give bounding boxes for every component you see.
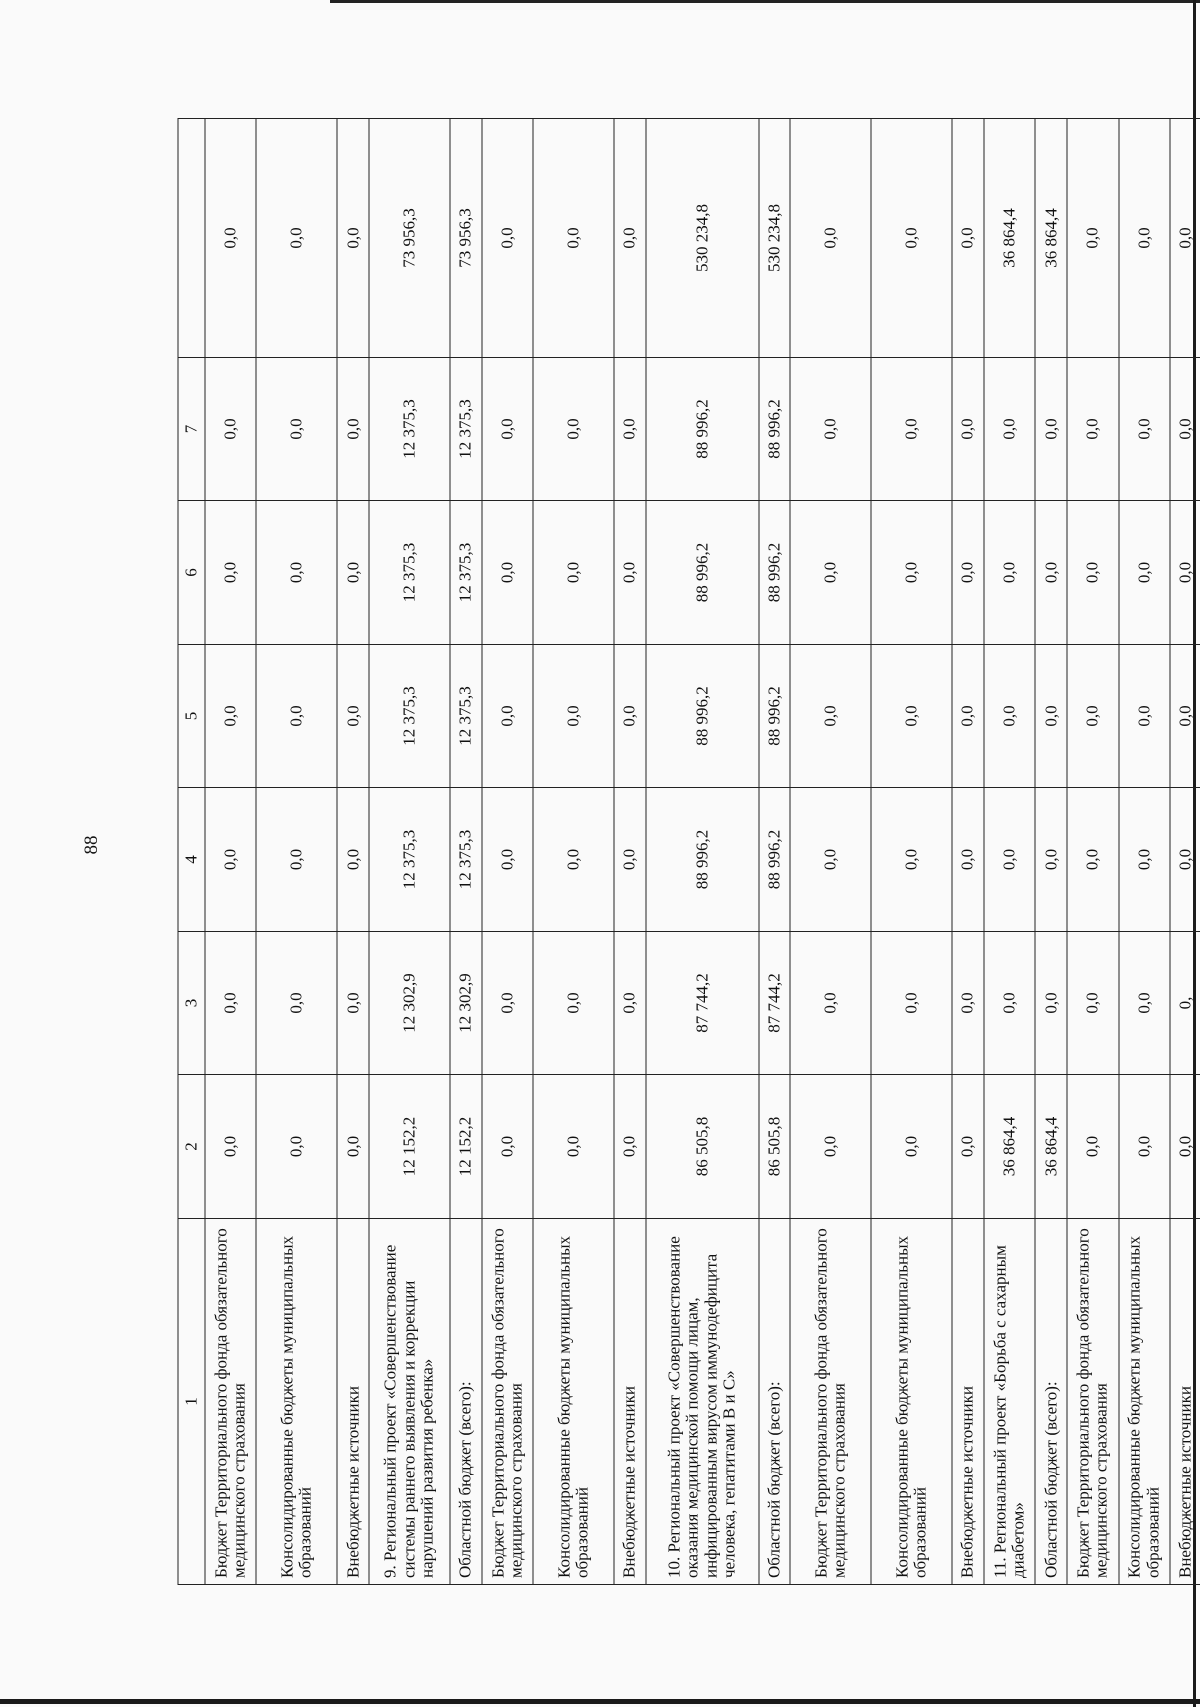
value-cell-col2: 0,0 [482, 1075, 533, 1219]
value-cell-col2: 36 864,4 [1035, 1075, 1067, 1219]
row-label: Консолидированные бюджеты муниципальных образований [533, 1219, 614, 1585]
value-cell-col2: 36 864,4 [984, 1075, 1035, 1219]
value-cell-col7: 88 996,2 [646, 358, 759, 501]
value-cell-col2: 0,0 [871, 1075, 952, 1219]
row-label: Консолидированные бюджеты муниципальных образований [1119, 1219, 1170, 1585]
table-row [1119, 119, 1170, 1585]
value-cell-col7: 0,0 [871, 358, 952, 501]
value-cell-col3: 0,0 [1035, 932, 1067, 1075]
value-cell-col4: 0,0 [1067, 788, 1118, 932]
table-row [759, 119, 791, 1585]
value-cell-col7: 0,0 [790, 358, 871, 501]
column-header-4: 4 [178, 788, 205, 932]
value-cell-col8: 0,0 [256, 119, 337, 358]
value-cell-col3: 0,0 [533, 932, 614, 1075]
value-cell-col5: 0,0 [614, 645, 646, 788]
value-cell-col3: 0,0 [256, 932, 337, 1075]
value-cell-col3: 0,0 [1067, 932, 1118, 1075]
value-cell-col6: 0,0 [1035, 501, 1067, 645]
row-label: Внебюджетные источники [1170, 1219, 1200, 1585]
value-cell-col3: 0,0 [871, 932, 952, 1075]
value-cell-col8: 530 234,8 [646, 119, 759, 358]
row-label: Консолидированные бюджеты муниципальных образований [256, 1219, 337, 1585]
value-cell-col8: 36 864,4 [984, 119, 1035, 358]
value-cell-col7: 0,0 [256, 358, 337, 501]
value-cell-col8: 0,0 [790, 119, 871, 358]
table-row [790, 119, 871, 1585]
budget-table [178, 118, 1200, 1585]
value-cell-col2: 86 505,8 [759, 1075, 791, 1219]
value-cell-col6: 0,0 [256, 501, 337, 645]
value-cell-col5: 0,0 [871, 645, 952, 788]
row-label: Областной бюджет (всего): [450, 1219, 482, 1585]
value-cell-col7: 0,0 [1067, 358, 1118, 501]
value-cell-col8: 530 234,8 [759, 119, 791, 358]
value-cell-col4: 0,0 [871, 788, 952, 932]
value-cell-col2: 86 505,8 [646, 1075, 759, 1219]
table-row [369, 119, 450, 1585]
value-cell-col8: 0,0 [482, 119, 533, 358]
column-header-5: 5 [178, 645, 205, 788]
value-cell-col5: 0,0 [1067, 645, 1118, 788]
column-header-2: 2 [178, 1075, 205, 1219]
column-header-8 [178, 119, 205, 358]
value-cell-col4: 0,0 [984, 788, 1035, 932]
value-cell-col5: 0,0 [337, 645, 369, 788]
value-cell-col6: 0,0 [1170, 501, 1200, 645]
value-cell-col6: 0,0 [871, 501, 952, 645]
row-label: 9. Региональный проект «Совершенствование системы раннего выявления и коррекции нарушений развития ребенка» [369, 1219, 450, 1585]
value-cell-col2: 0,0 [1119, 1075, 1170, 1219]
value-cell-col8: 0,0 [337, 119, 369, 358]
value-cell-col4: 0,0 [1119, 788, 1170, 932]
table-row [256, 119, 337, 1585]
table-row [614, 119, 646, 1585]
value-cell-col2: 12 152,2 [369, 1075, 450, 1219]
value-cell-col5: 0,0 [256, 645, 337, 788]
value-cell-col3: 0,0 [1119, 932, 1170, 1075]
value-cell-col5: 0,0 [533, 645, 614, 788]
value-cell-col7: 88 996,2 [759, 358, 791, 501]
table-row [205, 119, 256, 1585]
value-cell-col2: 0,0 [790, 1075, 871, 1219]
value-cell-col4: 0,0 [1170, 788, 1200, 932]
value-cell-col7: 0,0 [533, 358, 614, 501]
value-cell-col3: 12 302,9 [369, 932, 450, 1075]
table-body [205, 119, 1200, 1585]
value-cell-col6: 0,0 [614, 501, 646, 645]
value-cell-col2: 0,0 [614, 1075, 646, 1219]
value-cell-col3: 0,0 [482, 932, 533, 1075]
value-cell-col3: 87 744,2 [646, 932, 759, 1075]
value-cell-col8: 0,0 [1067, 119, 1118, 358]
value-cell-col3: 0,0 [614, 932, 646, 1075]
value-cell-col5: 88 996,2 [759, 645, 791, 788]
row-label: 11. Региональный проект «Борьба с сахарным диабетом» [984, 1219, 1035, 1585]
value-cell-col6: 12 375,3 [369, 501, 450, 645]
value-cell-col2: 12 152,2 [450, 1075, 482, 1219]
value-cell-col3: 87 744,2 [759, 932, 791, 1075]
value-cell-col8: 0,0 [1119, 119, 1170, 358]
value-cell-col4: 0,0 [790, 788, 871, 932]
value-cell-col5: 0,0 [790, 645, 871, 788]
value-cell-col5: 0,0 [1035, 645, 1067, 788]
value-cell-col2: 0,0 [952, 1075, 984, 1219]
value-cell-col7: 0,0 [482, 358, 533, 501]
column-header-6: 6 [178, 501, 205, 645]
value-cell-col8: 0,0 [614, 119, 646, 358]
value-cell-col6: 88 996,2 [759, 501, 791, 645]
value-cell-col8: 0,0 [871, 119, 952, 358]
value-cell-col3: 0,0 [952, 932, 984, 1075]
value-cell-col4: 0,0 [256, 788, 337, 932]
value-cell-col2: 0,0 [256, 1075, 337, 1219]
value-cell-col8: 73 956,3 [450, 119, 482, 358]
header-row [178, 119, 205, 1585]
table-row [1170, 119, 1200, 1585]
value-cell-col4: 0,0 [205, 788, 256, 932]
value-cell-col6: 0,0 [1119, 501, 1170, 645]
table-row [533, 119, 614, 1585]
value-cell-col5: 0,0 [205, 645, 256, 788]
value-cell-col7: 0,0 [614, 358, 646, 501]
table-row [1035, 119, 1067, 1585]
value-cell-col8: 73 956,3 [369, 119, 450, 358]
column-header-7: 7 [178, 358, 205, 501]
table-row [984, 119, 1035, 1585]
row-label: Бюджет Территориального фонда обязательного медицинского страхования [1067, 1219, 1118, 1585]
table-row [1067, 119, 1118, 1585]
row-label: Областной бюджет (всего): [759, 1219, 791, 1585]
row-label: Внебюджетные источники [952, 1219, 984, 1585]
row-label: Бюджет Территориального фонда обязательного медицинского страхования [482, 1219, 533, 1585]
page-number: 88 [81, 835, 102, 855]
table-row [646, 119, 759, 1585]
value-cell-col5: 0,0 [482, 645, 533, 788]
value-cell-col4: 88 996,2 [646, 788, 759, 932]
value-cell-col2: 0,0 [1067, 1075, 1118, 1219]
value-cell-col3: 0,0 [790, 932, 871, 1075]
value-cell-col4: 12 375,3 [369, 788, 450, 932]
value-cell-col3: 0,0 [205, 932, 256, 1075]
value-cell-col4: 12 375,3 [450, 788, 482, 932]
table-row [952, 119, 984, 1585]
value-cell-col5: 0,0 [1119, 645, 1170, 788]
value-cell-col3: 0,0 [984, 932, 1035, 1075]
value-cell-col8: 0,0 [1170, 119, 1200, 358]
value-cell-col6: 0,0 [952, 501, 984, 645]
scan-edge-bottom [0, 1699, 1200, 1704]
scan-edge-top [330, 0, 1200, 3]
column-header-1: 1 [178, 1219, 205, 1585]
row-label: Консолидированные бюджеты муниципальных образований [871, 1219, 952, 1585]
row-label: Внебюджетные источники [614, 1219, 646, 1585]
value-cell-col4: 0,0 [614, 788, 646, 932]
value-cell-col2: 0,0 [1170, 1075, 1200, 1219]
table-row [871, 119, 952, 1585]
value-cell-col5: 0,0 [1170, 645, 1200, 788]
value-cell-col6: 0,0 [337, 501, 369, 645]
value-cell-col5: 12 375,3 [369, 645, 450, 788]
row-label: Бюджет Территориального фонда обязательного медицинского страхования [790, 1219, 871, 1585]
value-cell-col2: 0,0 [533, 1075, 614, 1219]
value-cell-col4: 0,0 [482, 788, 533, 932]
value-cell-col6: 0,0 [790, 501, 871, 645]
value-cell-col8: 0,0 [533, 119, 614, 358]
value-cell-col6: 88 996,2 [646, 501, 759, 645]
rotated-table-container [178, 119, 1200, 1585]
value-cell-col6: 0,0 [205, 501, 256, 645]
value-cell-col8: 36 864,4 [1035, 119, 1067, 358]
value-cell-col7: 0,0 [205, 358, 256, 501]
value-cell-col7: 0,0 [1035, 358, 1067, 501]
value-cell-col5: 0,0 [952, 645, 984, 788]
value-cell-col2: 0,0 [337, 1075, 369, 1219]
value-cell-col6: 0,0 [482, 501, 533, 645]
value-cell-col6: 12 375,3 [450, 501, 482, 645]
value-cell-col5: 0,0 [984, 645, 1035, 788]
row-label: Внебюджетные источники [337, 1219, 369, 1585]
value-cell-col4: 0,0 [337, 788, 369, 932]
value-cell-col6: 0,0 [1067, 501, 1118, 645]
value-cell-col8: 0,0 [952, 119, 984, 358]
value-cell-col5: 88 996,2 [646, 645, 759, 788]
row-label: 10. Региональный проект «Совершенствование оказания медицинской помощи лицам, инфицированным вирусом иммунодефицита человека, гепатитами В и С» [646, 1219, 759, 1585]
value-cell-col3: 0, [1170, 932, 1200, 1075]
value-cell-col7: 0,0 [1170, 358, 1200, 501]
value-cell-col6: 0,0 [984, 501, 1035, 645]
value-cell-col8: 0,0 [205, 119, 256, 358]
value-cell-col2: 0,0 [205, 1075, 256, 1219]
value-cell-col5: 12 375,3 [450, 645, 482, 788]
value-cell-col7: 0,0 [337, 358, 369, 501]
value-cell-col7: 12 375,3 [450, 358, 482, 501]
value-cell-col3: 12 302,9 [450, 932, 482, 1075]
value-cell-col6: 0,0 [533, 501, 614, 645]
column-header-3: 3 [178, 932, 205, 1075]
value-cell-col4: 0,0 [533, 788, 614, 932]
table-row [450, 119, 482, 1585]
value-cell-col3: 0,0 [337, 932, 369, 1075]
row-label: Областной бюджет (всего): [1035, 1219, 1067, 1585]
value-cell-col7: 0,0 [1119, 358, 1170, 501]
value-cell-col4: 0,0 [952, 788, 984, 932]
value-cell-col7: 12 375,3 [369, 358, 450, 501]
table-row [482, 119, 533, 1585]
table-row [337, 119, 369, 1585]
value-cell-col4: 88 996,2 [759, 788, 791, 932]
value-cell-col4: 0,0 [1035, 788, 1067, 932]
row-label: Бюджет Территориального фонда обязательного медицинского страхования [205, 1219, 256, 1585]
value-cell-col7: 0,0 [952, 358, 984, 501]
value-cell-col7: 0,0 [984, 358, 1035, 501]
